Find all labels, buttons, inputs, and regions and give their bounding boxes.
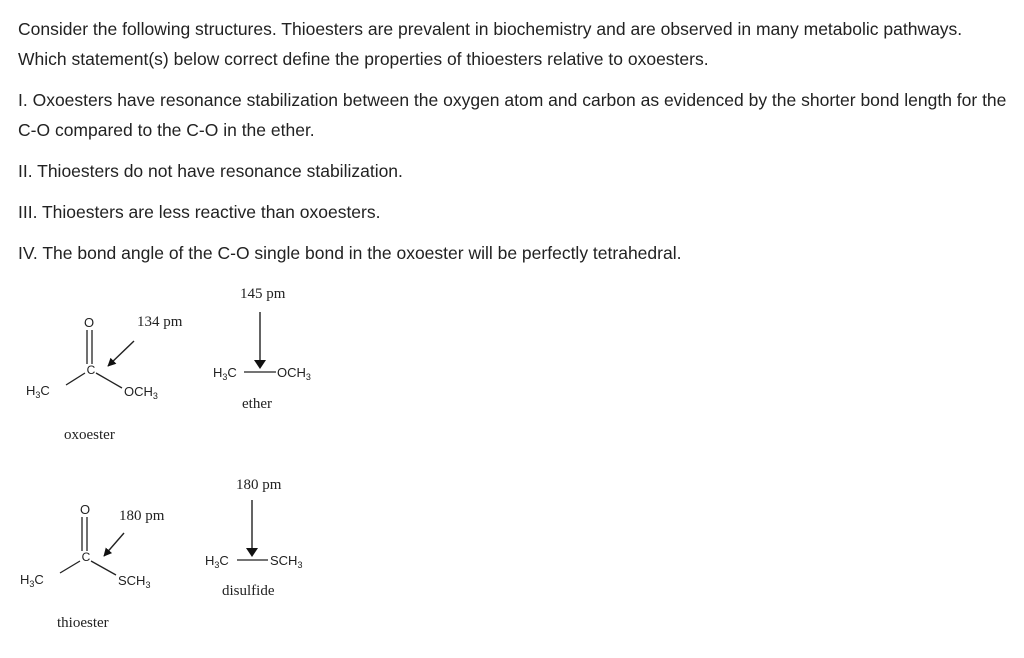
disulfide-structure <box>237 500 268 560</box>
oxoester-left-bond <box>66 373 85 385</box>
statement-1: I. Oxoesters have resonance stabilization between the oxygen atom and carbon as evidenced by the shorter bond length for the C-O compared to the C-O in the ether. <box>18 90 1007 140</box>
ether-arrow-head <box>254 360 266 369</box>
oxoester-left-group: $H_3C$ <box>26 383 50 400</box>
statement-2: II. Thioesters do not have resonance stabilization. <box>18 161 403 181</box>
statement-4: IV. The bond angle of the C-O single bond in the oxoester will be perfectly tetrahedral. <box>18 243 682 263</box>
oxoester-bond-arrow <box>108 341 134 366</box>
oxoester-carbon: C <box>86 363 96 377</box>
disulfide-bond-length: 180 pm <box>236 477 282 493</box>
ether-bond-length: 145 pm <box>240 286 286 302</box>
thioester-bond-length: 180 pm <box>119 508 165 524</box>
thioester-caption: thioester <box>57 615 109 631</box>
disulfide-arrow-head <box>246 548 258 557</box>
thioester-bond-arrow <box>104 533 124 556</box>
oxoester-right-bond <box>96 373 122 388</box>
disulfide-right-group: $SCH_3$ <box>270 553 303 570</box>
ether-left-group: $H_3C$ <box>213 365 237 382</box>
ether-caption: ether <box>242 396 272 412</box>
thioester-structure <box>60 517 124 575</box>
thioester-right-bond <box>91 561 116 575</box>
thioester-left-bond <box>60 561 80 573</box>
thioester-carbonyl-o: O <box>79 502 91 517</box>
oxoester-caption: oxoester <box>64 427 115 443</box>
thioester-right-group: $SCH_3$ <box>118 573 151 590</box>
disulfide-caption: disulfide <box>222 583 275 599</box>
oxoester-bond-length: 134 pm <box>137 314 183 330</box>
oxoester-structure <box>66 330 134 388</box>
oxoester-right-group: $OCH_3$ <box>124 384 158 401</box>
oxoester-carbonyl-o: O <box>83 315 95 330</box>
ether-structure <box>244 312 276 372</box>
question-intro: Consider the following structures. Thioesters are prevalent in biochemistry and are observed in many metabolic pathways. Which statement(s) below correct define the properties of thioesters relative to oxoesters. <box>18 19 963 69</box>
thioester-carbon: C <box>81 550 91 564</box>
disulfide-left-group: $H_3C$ <box>205 553 229 570</box>
thioester-left-group: $H_3C$ <box>20 572 44 589</box>
statement-3: III. Thioesters are less reactive than oxoesters. <box>18 202 381 222</box>
ether-right-group: $OCH_3$ <box>277 365 311 382</box>
